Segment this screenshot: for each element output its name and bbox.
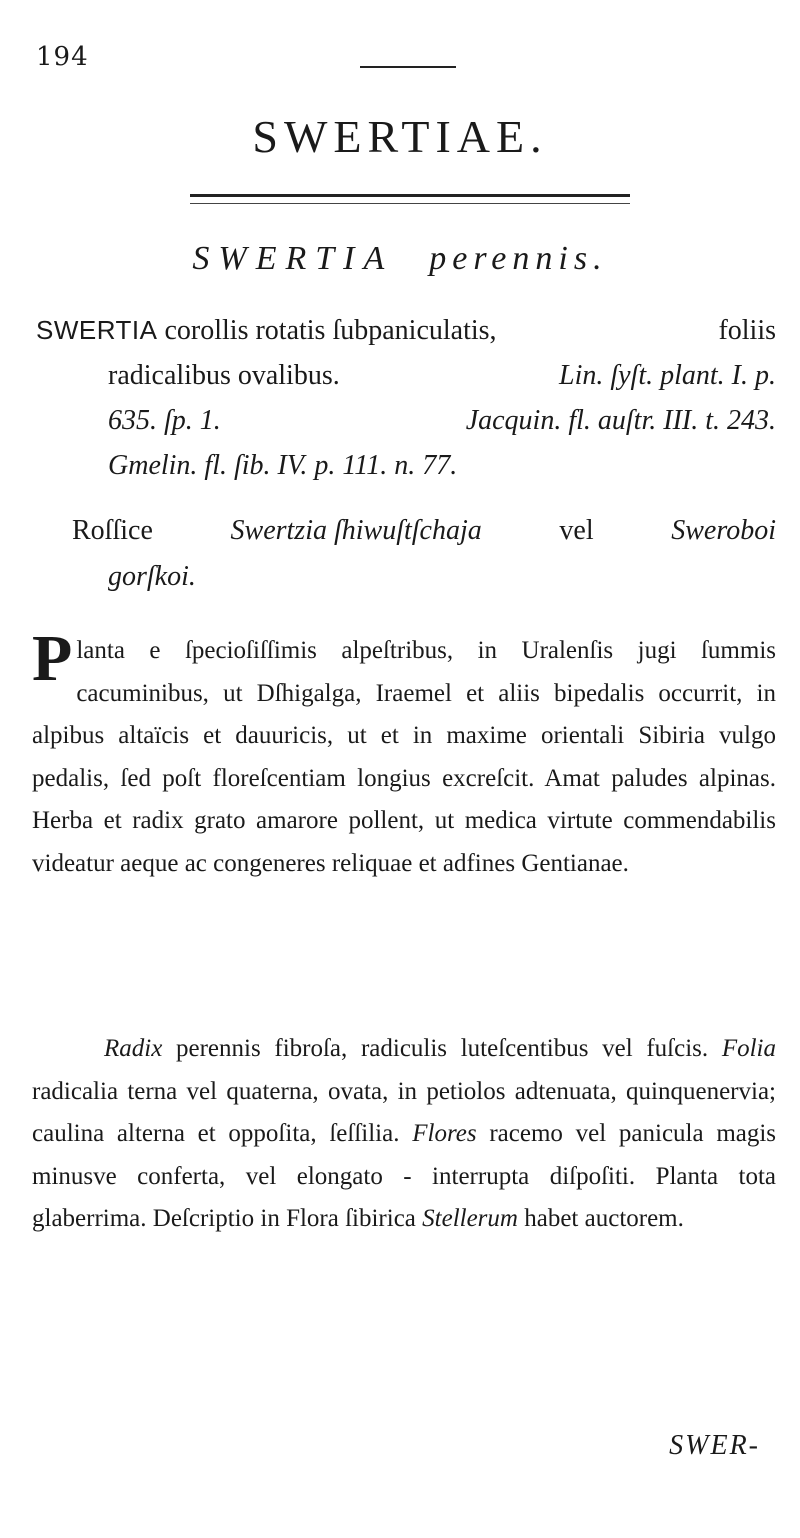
diagnosis-block: [36, 308, 776, 488]
diagnosis-line2-ref: Lin. ſyſt. plant. I. p.: [559, 360, 776, 391]
paragraph-description: [32, 1028, 776, 1241]
paragraph-habitat-text: lanta e ſpecioſiſſimis alpeſtribus, in Uralenſis jugi ſummis cacuminibus, ut Dſhigalga, Iraemel et aliis bipedalis occurrit, in alpibus altaïcis et dauuricis, ut et in maxime orientali Sibiria vulgo pedalis, ſed poſt floreſcentiam longius excreſcit. Amat paludes alpinas. Herba et radix grato amarore pollent, ut medica virtute commendabilis videatur aeque ac congeneres reliquae et adfines Gentianae.: [32, 637, 776, 877]
diagnosis-line4-text: Gmelin. fl. ſib. IV. p. 111. n. 77.: [108, 450, 458, 481]
page-number: 194: [36, 42, 89, 72]
diagnosis-genus: SWERTIA: [36, 315, 158, 345]
russian-line-1: [72, 508, 776, 554]
text-radix: perennis fibroſa, radiculis luteſcentibus vel fuſcis.: [176, 1035, 709, 1062]
species-epithet: perennis.: [429, 240, 608, 277]
diagnosis-line1-end: foliis: [718, 315, 776, 346]
diagnosis-line1-text: corollis rotatis ſubpaniculatis,: [164, 315, 497, 346]
russian-name-2-cont: gorſkoi.: [108, 561, 196, 592]
text-end: habet auctorem.: [524, 1205, 684, 1232]
species-heading: [0, 240, 800, 278]
diagnosis-line-2: [36, 353, 776, 398]
russian-vel: vel: [559, 515, 594, 546]
russian-name-1: Swertzia ſhiwuſtſchaja: [230, 515, 482, 546]
text-flores: racemo vel panicula magis minusve conferta, vel elongato - interrupta diſpoſiti. Planta tota glaberrima. Deſcriptio in Flora ſibirica: [32, 1120, 777, 1232]
label-radix: Radix: [104, 1035, 163, 1062]
diagnosis-line-1: [36, 308, 776, 353]
russian-name-2: Sweroboi: [671, 515, 776, 546]
paragraph-habitat: [32, 622, 776, 885]
diagnosis-line3-text: 635. ſp. 1.: [108, 405, 221, 436]
species-genus: SWERTIA: [192, 240, 394, 277]
diagnosis-line2-text: radicalibus ovalibus.: [108, 360, 340, 391]
text-folia: radicalia terna vel quaterna, ovata, in petiolos adtenuata, quinquenervia; caulina alterna et oppoſita, ſeſſilia.: [32, 1077, 776, 1147]
author-stellerum: Stellerum: [422, 1205, 518, 1232]
header-rule: [360, 66, 456, 68]
section-title: SWERTIAE.: [252, 111, 548, 162]
drop-cap: P: [32, 622, 73, 695]
diagnosis-line-3: [36, 398, 776, 443]
russian-names: [72, 508, 776, 600]
diagnosis-line-4: [36, 443, 776, 488]
title-double-rule: [190, 194, 630, 204]
russian-label: Roſſice: [72, 515, 153, 546]
catchword: SWER-: [669, 1430, 760, 1461]
label-flores: Flores: [412, 1120, 477, 1147]
diagnosis-line3-ref: Jacquin. fl. auſtr. III. t. 243.: [465, 405, 776, 436]
label-folia: Folia: [721, 1035, 777, 1062]
